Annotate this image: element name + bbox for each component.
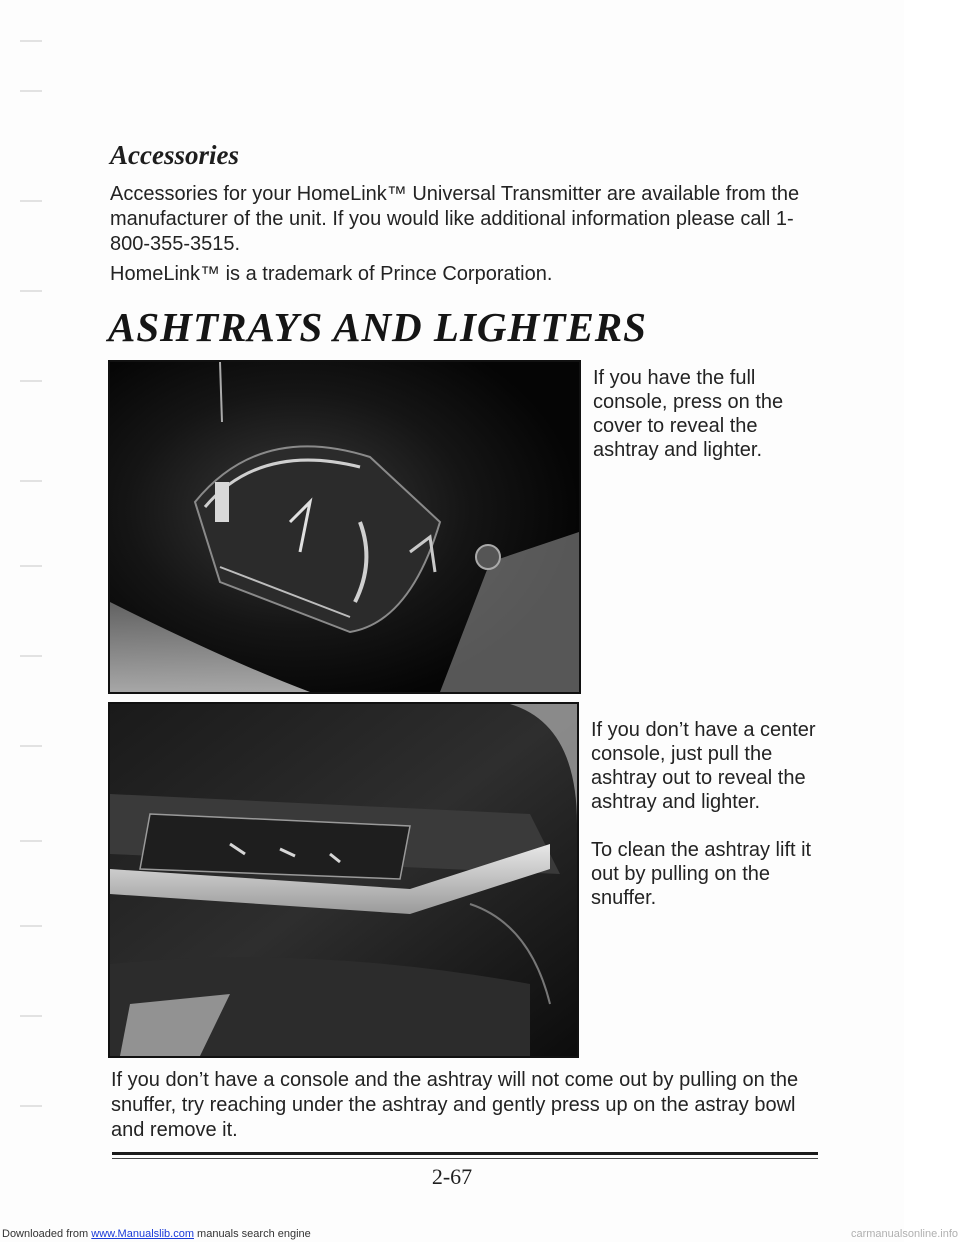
accessories-paragraph: Accessories for your HomeLink™ Universal Transmitter are available from the manufacturer of the unit. If you would like additional information please call 1-800-355-3515. <box>110 183 800 255</box>
margin-marks <box>20 30 44 1210</box>
footer-rule <box>112 1152 818 1155</box>
full-console-instructions: If you have the full console, press on the cover to reveal the ashtray and lighter. <box>593 367 784 461</box>
right-margin <box>904 0 960 1242</box>
page-heading: ASHTRAYS AND LIGHTERS <box>108 304 647 350</box>
page-number: 2-67 <box>431 1164 473 1189</box>
section-title: Accessories <box>110 140 239 170</box>
cleaning-instructions: To clean the ashtray lift it out by pulling on the snuffer. <box>591 839 812 909</box>
footer-prefix: Downloaded from <box>2 1228 92 1240</box>
footer-rule-thin <box>112 1158 818 1159</box>
pullout-ashtray-photo <box>108 702 579 1058</box>
footer-source <box>2 1226 311 1242</box>
trademark-note: HomeLink™ is a trademark of Prince Corporation. <box>110 263 553 285</box>
pullout-ashtray-illustration <box>110 704 577 1056</box>
download-footer <box>0 1226 960 1242</box>
console-ashtray-photo <box>108 360 581 694</box>
console-ashtray-illustration <box>110 362 579 692</box>
footer-suffix: manuals search engine <box>193 1228 311 1240</box>
removal-paragraph: If you don’t have a console and the ashtray will not come out by pulling on the snuffer, try reaching under the ashtray and gently press up on the astray bowl and remove it. <box>111 1069 799 1141</box>
no-console-instructions: If you don’t have a center console, just pull the ashtray out to reveal the ashtray and lighter. <box>591 719 816 813</box>
manualslib-link[interactable]: www.Manualslib.com <box>91 1228 194 1240</box>
watermark-text: carmanualsonline.info <box>850 1228 958 1240</box>
